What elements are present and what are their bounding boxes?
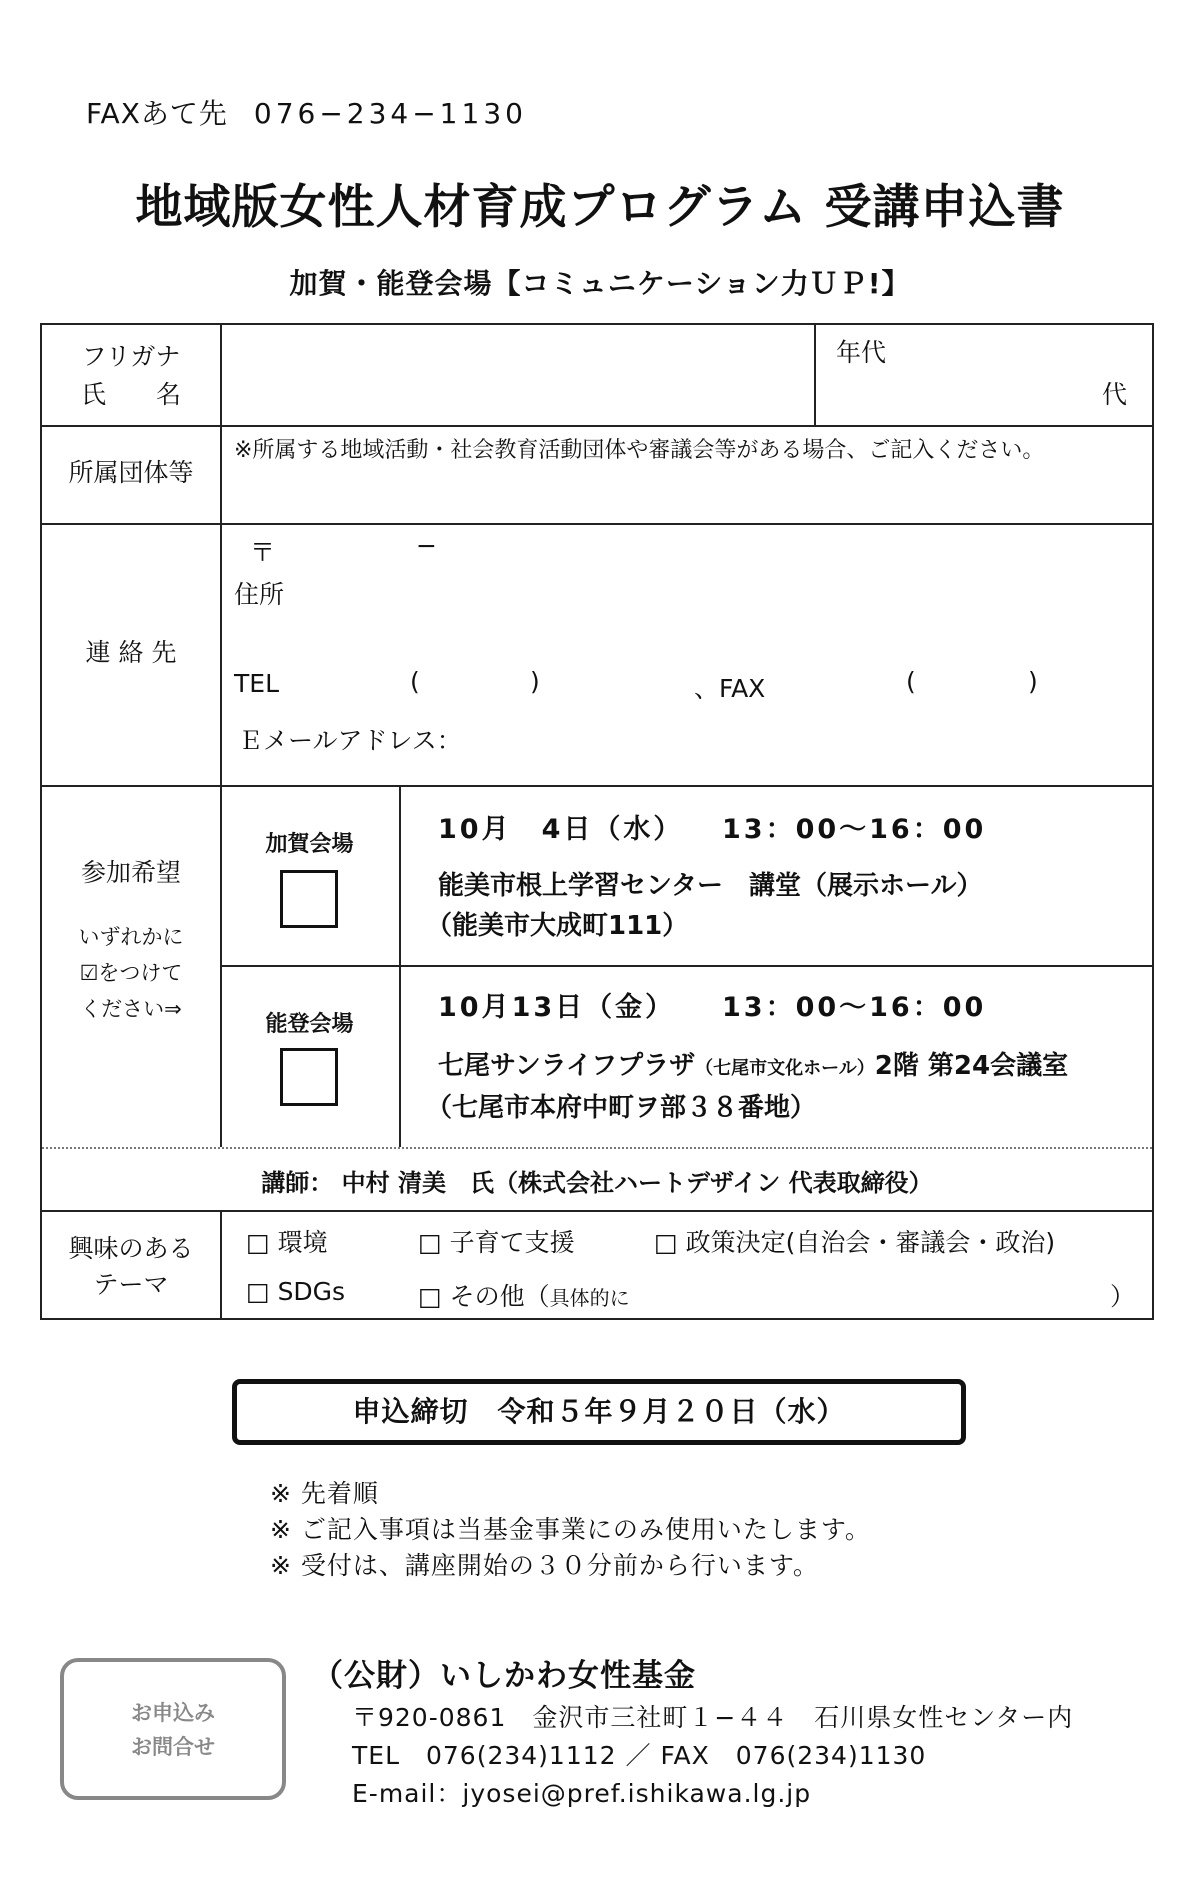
application-deadline: 申込締切 令和５年９月２０日（水）	[232, 1379, 966, 1445]
address-input-area[interactable]	[292, 571, 1142, 611]
theme-option-other-label: □ その他（	[418, 1282, 550, 1311]
row-divider-dotted	[42, 1147, 1152, 1149]
organization-note: ※所属する地域活動・社会教育活動団体や審議会等がある場合、ご記入ください。	[234, 438, 1045, 463]
themes-label-line: テーマ	[93, 1270, 169, 1299]
noto-venue-place	[438, 1045, 1068, 1082]
postal-dash: −	[416, 531, 437, 560]
page-subtitle: 加賀・能登会場【コミュニケーション力ＵＰ!】	[289, 267, 911, 300]
fax-paren-close: )	[1028, 667, 1038, 696]
age-label: 年代	[836, 338, 887, 367]
theme-option-other[interactable]	[418, 1277, 630, 1313]
inquiry-box-line: お申込み	[131, 1701, 215, 1725]
noto-venue-place-rest: 2階 第24会議室	[874, 1051, 1069, 1081]
theme-option-other-detail: 具体的に	[549, 1286, 630, 1310]
fax-label: 、FAX	[694, 674, 766, 703]
kaga-venue-name: 加賀会場	[265, 832, 354, 857]
organization-label: 所属団体等	[68, 458, 194, 487]
kaga-venue-time: 13：00〜16：00	[722, 814, 987, 845]
kaga-venue-checkbox[interactable]	[280, 870, 338, 928]
row-divider	[220, 965, 1152, 967]
contact-label: 連 絡 先	[85, 638, 177, 667]
note-item: ※ 受付は、講座開始の３０分前から行います。	[270, 1551, 819, 1580]
theme-option-policy[interactable]: □ 政策決定(自治会・審議会・政治)	[654, 1228, 1056, 1257]
participation-hint-line: ☑をつけて	[79, 961, 183, 985]
participation-label: 参加希望	[80, 858, 181, 887]
tel-paren-open: (	[410, 667, 420, 696]
kaga-venue-place: 能美市根上学習センター 講堂（展示ホール）	[438, 871, 983, 901]
venue-column-divider	[399, 785, 401, 1147]
row-divider	[42, 1210, 1152, 1212]
themes-label	[42, 1231, 220, 1303]
fax-destination	[86, 92, 527, 132]
theme-option-sdgs[interactable]: □ SDGs	[246, 1277, 346, 1306]
fax-paren-open: (	[906, 667, 916, 696]
organization-email[interactable]: E-mail：jyosei@pref.ishikawa.lg.jp	[352, 1779, 812, 1808]
application-form	[40, 323, 1154, 1320]
age-suffix: 代	[1102, 380, 1128, 409]
theme-option-childcare[interactable]: □ 子育て支援	[418, 1228, 575, 1257]
inquiry-box-line: お問合せ	[131, 1735, 215, 1759]
label-column-divider	[220, 1210, 222, 1320]
age-column-divider	[814, 325, 816, 425]
noto-venue-place-sub: （七尾市文化ホール）	[695, 1058, 875, 1079]
instructor-line: 講師： 中村 清美 氏（株式会社ハートデザイン 代表取締役）	[261, 1169, 933, 1197]
kaga-venue-address: （能美市大成町111）	[426, 911, 689, 941]
inquiry-box	[60, 1658, 286, 1800]
noto-venue-checkbox[interactable]	[280, 1048, 338, 1106]
organization-name: （公財）いしかわ女性基金	[312, 1658, 696, 1694]
row-divider	[42, 785, 1152, 787]
furigana-label: フリガナ	[81, 342, 181, 371]
noto-venue-address: （七尾市本府中町ヲ部３８番地）	[426, 1093, 817, 1123]
page-title: 地域版女性人材育成プログラム 受講申込書	[135, 180, 1065, 235]
noto-venue-place-main: 七尾サンライフプラザ	[438, 1051, 696, 1081]
kaga-venue-date: 10月 4日（水）	[438, 814, 684, 845]
noto-venue-date: 10月13日（金）	[438, 992, 676, 1023]
address-label: 住所	[234, 580, 285, 609]
row-divider	[42, 523, 1152, 525]
noto-venue-name: 能登会場	[265, 1012, 354, 1037]
tel-label: TEL	[234, 669, 279, 698]
fax-destination-label: FAXあて先	[86, 97, 228, 130]
age-input-area[interactable]	[836, 365, 1086, 421]
theme-option-environment[interactable]: □ 環境	[246, 1228, 328, 1257]
tel-paren-close: )	[530, 667, 540, 696]
participation-hint-line: ください⇒	[80, 997, 182, 1021]
organization-input-area[interactable]	[234, 467, 1144, 519]
organization-address: 〒920-0861 金沢市三社町１−４４ 石川県女性センター内	[352, 1703, 1074, 1732]
note-item: ※ 先着順	[270, 1479, 379, 1508]
fax-destination-number: 076−234−1130	[253, 97, 527, 130]
email-label: Ｅメールアドレス：	[238, 726, 462, 755]
noto-venue-time: 13：00〜16：00	[722, 992, 987, 1023]
participation-hint	[42, 919, 220, 1027]
participation-hint-line: いずれかに	[78, 925, 184, 949]
organization-tel-fax: TEL 076(234)1112 ／ FAX 076(234)1130	[352, 1741, 927, 1770]
email-input-area[interactable]	[472, 717, 1142, 757]
note-item: ※ ご記入事項は当基金事業にのみ使用いたします。	[270, 1515, 871, 1544]
name-label: 氏 名	[80, 380, 181, 409]
row-divider	[42, 425, 1152, 427]
theme-option-other-close: ）	[1110, 1282, 1136, 1311]
postal-mark: 〒	[250, 538, 276, 567]
name-input-area[interactable]	[238, 327, 808, 423]
themes-label-line: 興味のある	[68, 1234, 194, 1263]
